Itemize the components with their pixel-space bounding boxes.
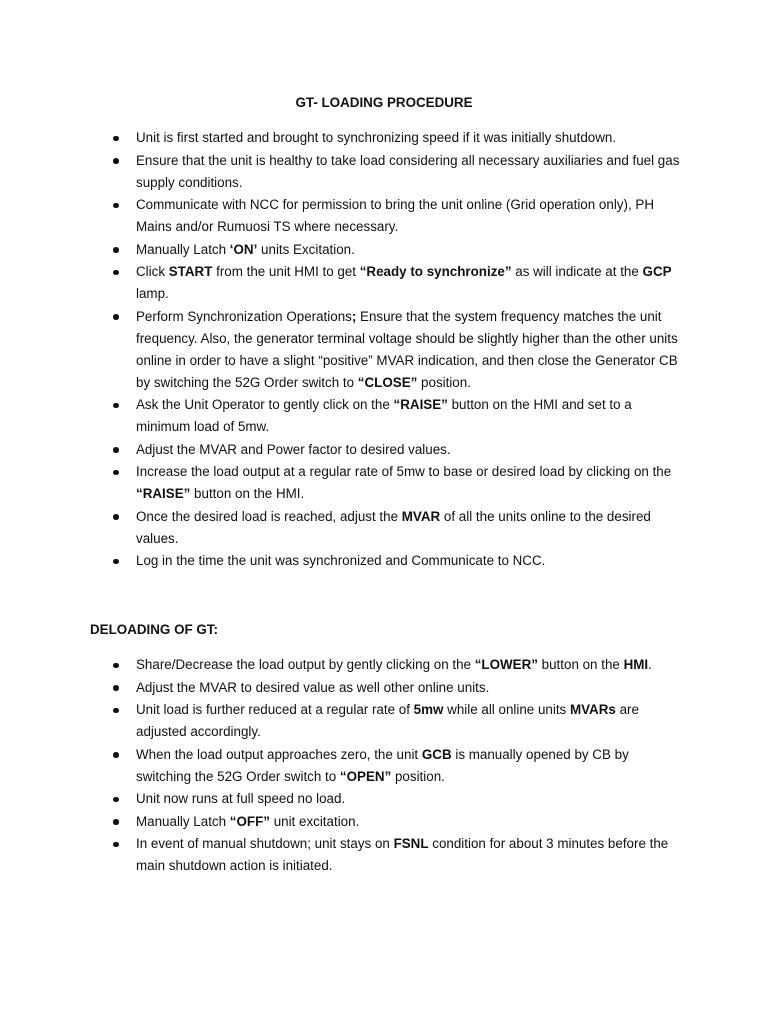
text: Increase the load output at a regular rate of 5mw to base or desired load by clicking on the: [136, 464, 672, 479]
text: condition for about 3 minutes before the main shutdown action is initiated.: [136, 836, 669, 873]
bullet-icon: [113, 470, 119, 476]
bullet-icon: [113, 514, 119, 520]
list-item: [0, 394, 768, 438]
bullet-icon: [113, 685, 119, 691]
text: of all the units online to the desired values.: [136, 508, 651, 546]
bold-text: “OPEN”: [339, 768, 392, 784]
list-item: [0, 194, 768, 238]
bold-text: “CLOSE”: [357, 374, 418, 390]
bullet-icon: [113, 559, 119, 565]
list-item: [0, 833, 768, 877]
list-item: [0, 811, 768, 833]
list-item: [0, 461, 768, 505]
bullet-icon: [113, 203, 119, 209]
bullet-icon: [113, 314, 119, 320]
text: Ensure that the unit is healthy to take load considering all necessary auxiliaries and fuel gas supply conditions.: [136, 152, 680, 190]
text: Unit load is further reduced at a regular rate of: [136, 702, 414, 717]
bullet-icon: [113, 136, 119, 142]
bold-text: GCB: [421, 746, 452, 762]
loading-procedure-list: [0, 127, 768, 573]
text: are adjusted accordingly.: [136, 702, 639, 739]
bullet-icon: [113, 247, 119, 253]
text: lamp.: [136, 286, 169, 301]
bold-text: “RAISE”: [393, 397, 448, 412]
bold-text: “LOWER”: [474, 657, 538, 672]
text: Adjust the MVAR to desired value as well other online units.: [136, 679, 490, 695]
bold-text: MVARs: [569, 702, 616, 717]
text: Ask the Unit Operator to gently click on the: [136, 397, 394, 412]
text: button on the HMI and set to a minimum load of 5mw.: [136, 397, 632, 434]
bold-text: FSNL: [393, 836, 429, 851]
text: Adjust the MVAR and Power factor to desired values.: [136, 441, 451, 457]
text: as will indicate at the: [511, 264, 643, 279]
text: Share/Decrease the load output by gently clicking on the: [136, 657, 475, 672]
bold-text: GCP: [642, 264, 672, 279]
text: Unit now runs at full speed no load.: [136, 791, 346, 806]
text: button on the HMI.: [190, 486, 305, 501]
list-item: [0, 239, 768, 261]
text: Manually Latch: [136, 241, 230, 257]
bullet-icon: [113, 270, 119, 276]
bullet-icon: [113, 752, 119, 758]
text: Unit is first started and brought to synchronizing speed if it was initially shutdown.: [136, 130, 617, 145]
bullet-icon: [113, 663, 119, 669]
page-title: [0, 94, 768, 112]
text: Click: [136, 264, 169, 279]
text: Once the desired load is reached, adjust the: [136, 508, 402, 524]
bullet-icon: [113, 819, 119, 825]
text: Log in the time the unit was synchronized and Communicate to NCC.: [136, 553, 546, 568]
bold-text: “Ready to synchronize”: [359, 264, 512, 279]
text: Ensure that the system frequency matches the unit frequency. Also, the generator terminal voltage should be slightly higher than the other units online in order to have a slight “positive” MVAR indication, and then close the Generator CB by switching the 52G Order switch to: [136, 308, 678, 390]
text: Manually Latch: [136, 813, 230, 829]
list-item: [0, 127, 768, 149]
bold-text: ;: [351, 308, 357, 324]
list-item: [0, 150, 768, 194]
list-item: [0, 788, 768, 810]
list-item: [0, 677, 768, 699]
list-item: [0, 439, 768, 461]
bullet-icon: [113, 708, 119, 714]
text: from the unit HMI to get: [212, 264, 360, 279]
text: position.: [391, 768, 445, 784]
text: In event of manual shutdown; unit stays on: [136, 836, 394, 851]
list-item: [0, 744, 768, 788]
list-item: [0, 550, 768, 572]
bullet-icon: [113, 403, 119, 409]
text: When the load output approaches zero, the unit: [136, 746, 422, 762]
bold-text: 5mw: [413, 702, 444, 717]
bold-text: ‘ON’: [229, 241, 258, 257]
text: unit excitation.: [269, 813, 360, 829]
bullet-icon: [113, 842, 119, 848]
bold-text: HMI: [623, 657, 649, 672]
text: .: [648, 657, 652, 672]
list-item: [0, 699, 768, 743]
text: units Excitation.: [257, 241, 355, 257]
bullet-icon: [113, 447, 119, 453]
page-title-text: GT- LOADING PROCEDURE: [295, 95, 473, 110]
bold-text: “RAISE”: [136, 486, 191, 501]
deloading-heading: DELOADING OF GT:: [90, 622, 218, 637]
bullet-icon: [113, 797, 119, 803]
text: position.: [417, 374, 471, 390]
text: is manually opened by CB by switching the 52G Order switch to: [136, 746, 629, 784]
list-item: [0, 261, 768, 305]
bullet-icon: [113, 158, 119, 164]
list-item: [0, 506, 768, 550]
text: Communicate with NCC for permission to bring the unit online (Grid operation only), PH Mains and/or Rumuosi TS where necessary.: [136, 197, 654, 234]
bold-text: START: [168, 264, 213, 279]
deloading-procedure-list: [0, 654, 768, 878]
text: Perform Synchronization Operations: [136, 308, 352, 324]
list-item: [0, 306, 768, 394]
text: while all online units: [443, 702, 570, 717]
bold-text: “OFF”: [229, 813, 270, 829]
list-item: [0, 654, 768, 676]
text: button on the: [537, 657, 624, 672]
bold-text: MVAR: [401, 508, 441, 524]
